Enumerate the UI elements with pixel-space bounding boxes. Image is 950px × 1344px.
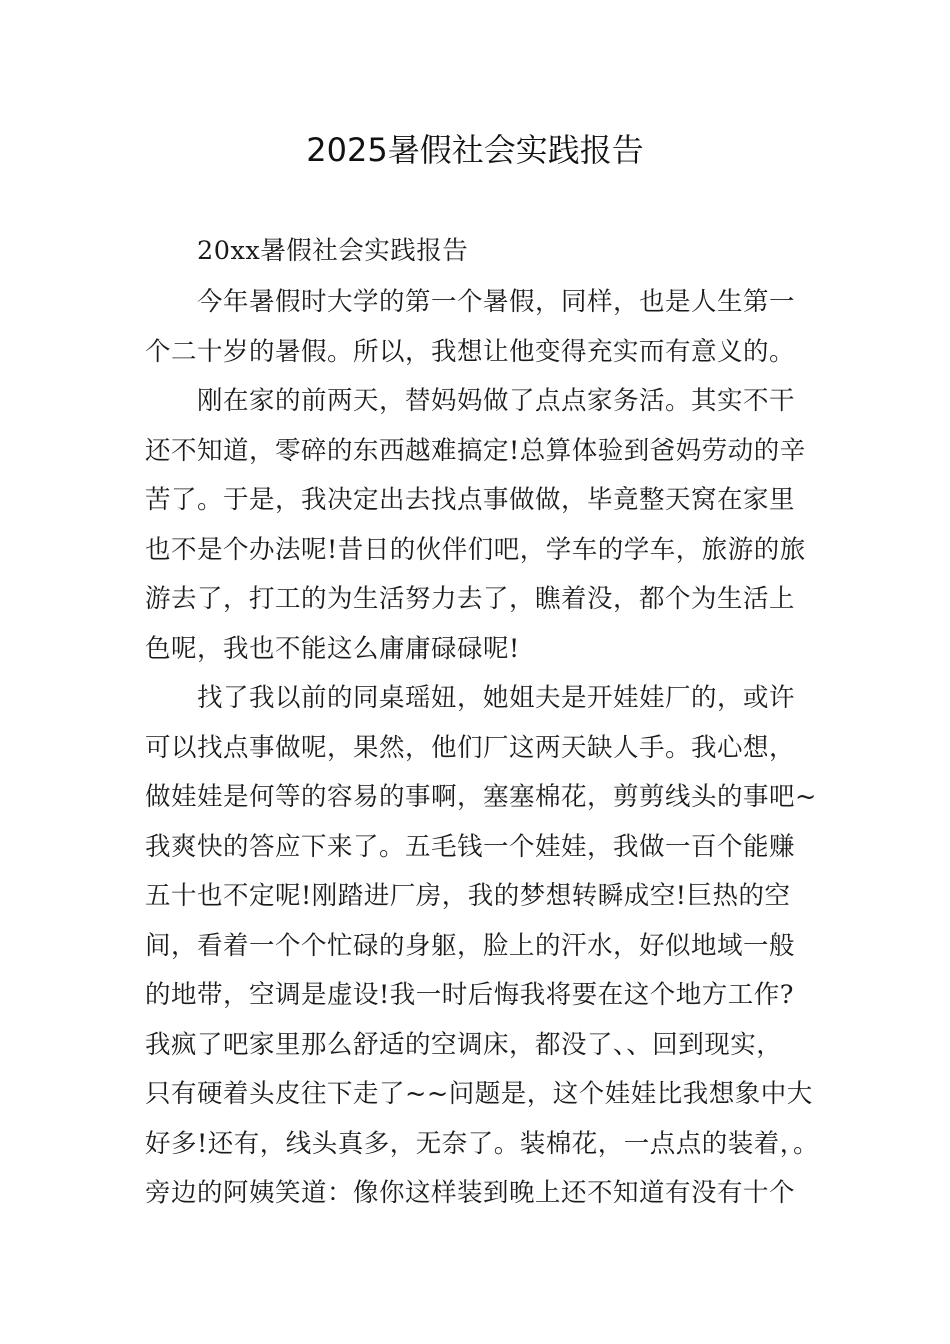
paragraph-3-line-3: 做娃娃是何等的容易的事啊，塞塞棉花，剪剪线头的事吧~	[145, 782, 817, 812]
document-title: 2025暑假社会实践报告	[306, 131, 644, 169]
paragraph-3-line-4: 我爽快的答应下来了。五毛钱一个娃娃，我做一百个能赚	[145, 832, 796, 862]
paragraph-3-line-7: 的地带，空调是虚设!我一时后悔我将要在这个地方工作?	[145, 980, 794, 1010]
paragraph-3-line-11: 旁边的阿姨笑道：像你这样装到晚上还不知道有没有十个	[145, 1178, 796, 1208]
paragraph-2-line-5: 游去了，打工的为生活努力去了，瞧着没，都个为生活上	[145, 584, 796, 614]
paragraph-3-line-8: 我疯了吧家里那么舒适的空调床，都没了、、回到现实，	[145, 1030, 783, 1060]
paragraph-2-line-6: 色呢，我也不能这么庸庸碌碌呢!	[145, 634, 520, 664]
paragraph-3-line-6: 间，看着一个个忙碌的身躯，脸上的汗水，好似地域一般	[145, 931, 796, 961]
paragraph-2-line-1: 刚在家的前两天，替妈妈做了点点家务活。其实不干	[197, 386, 796, 416]
paragraph-1-line-1: 今年暑假时大学的第一个暑假，同样，也是人生第一	[197, 287, 796, 317]
paragraph-3-line-1: 找了我以前的同桌瑶妞，她姐夫是开娃娃厂的，或许	[197, 683, 796, 713]
paragraph-3-line-9: 只有硬着头皮往下走了~~问题是，这个娃娃比我想象中大	[145, 1079, 813, 1109]
paragraph-3-line-5: 五十也不定呢!刚踏进厂房，我的梦想转瞬成空!巨热的空	[145, 881, 791, 911]
paragraph-1-line-2: 个二十岁的暑假。所以，我想让他变得充实而有意义的。	[145, 337, 796, 367]
document-subtitle: 20xx暑假社会实践报告	[197, 236, 469, 266]
paragraph-2-line-3: 苦了。于是，我决定出去找点事做做，毕竟整天窝在家里	[145, 485, 796, 515]
paragraph-3-line-2: 可以找点事做呢，果然，他们厂这两天缺人手。我心想，	[145, 733, 796, 763]
paragraph-3-line-10: 好多!还有，线头真多，无奈了。装棉花，一点点的装着，。	[145, 1129, 819, 1159]
paragraph-2-line-2: 还不知道，零碎的东西越难搞定!总算体验到爸妈劳动的辛	[145, 436, 806, 466]
paragraph-2-line-4: 也不是个办法呢!昔日的伙伴们吧，学车的学车，旅游的旅	[145, 535, 806, 565]
